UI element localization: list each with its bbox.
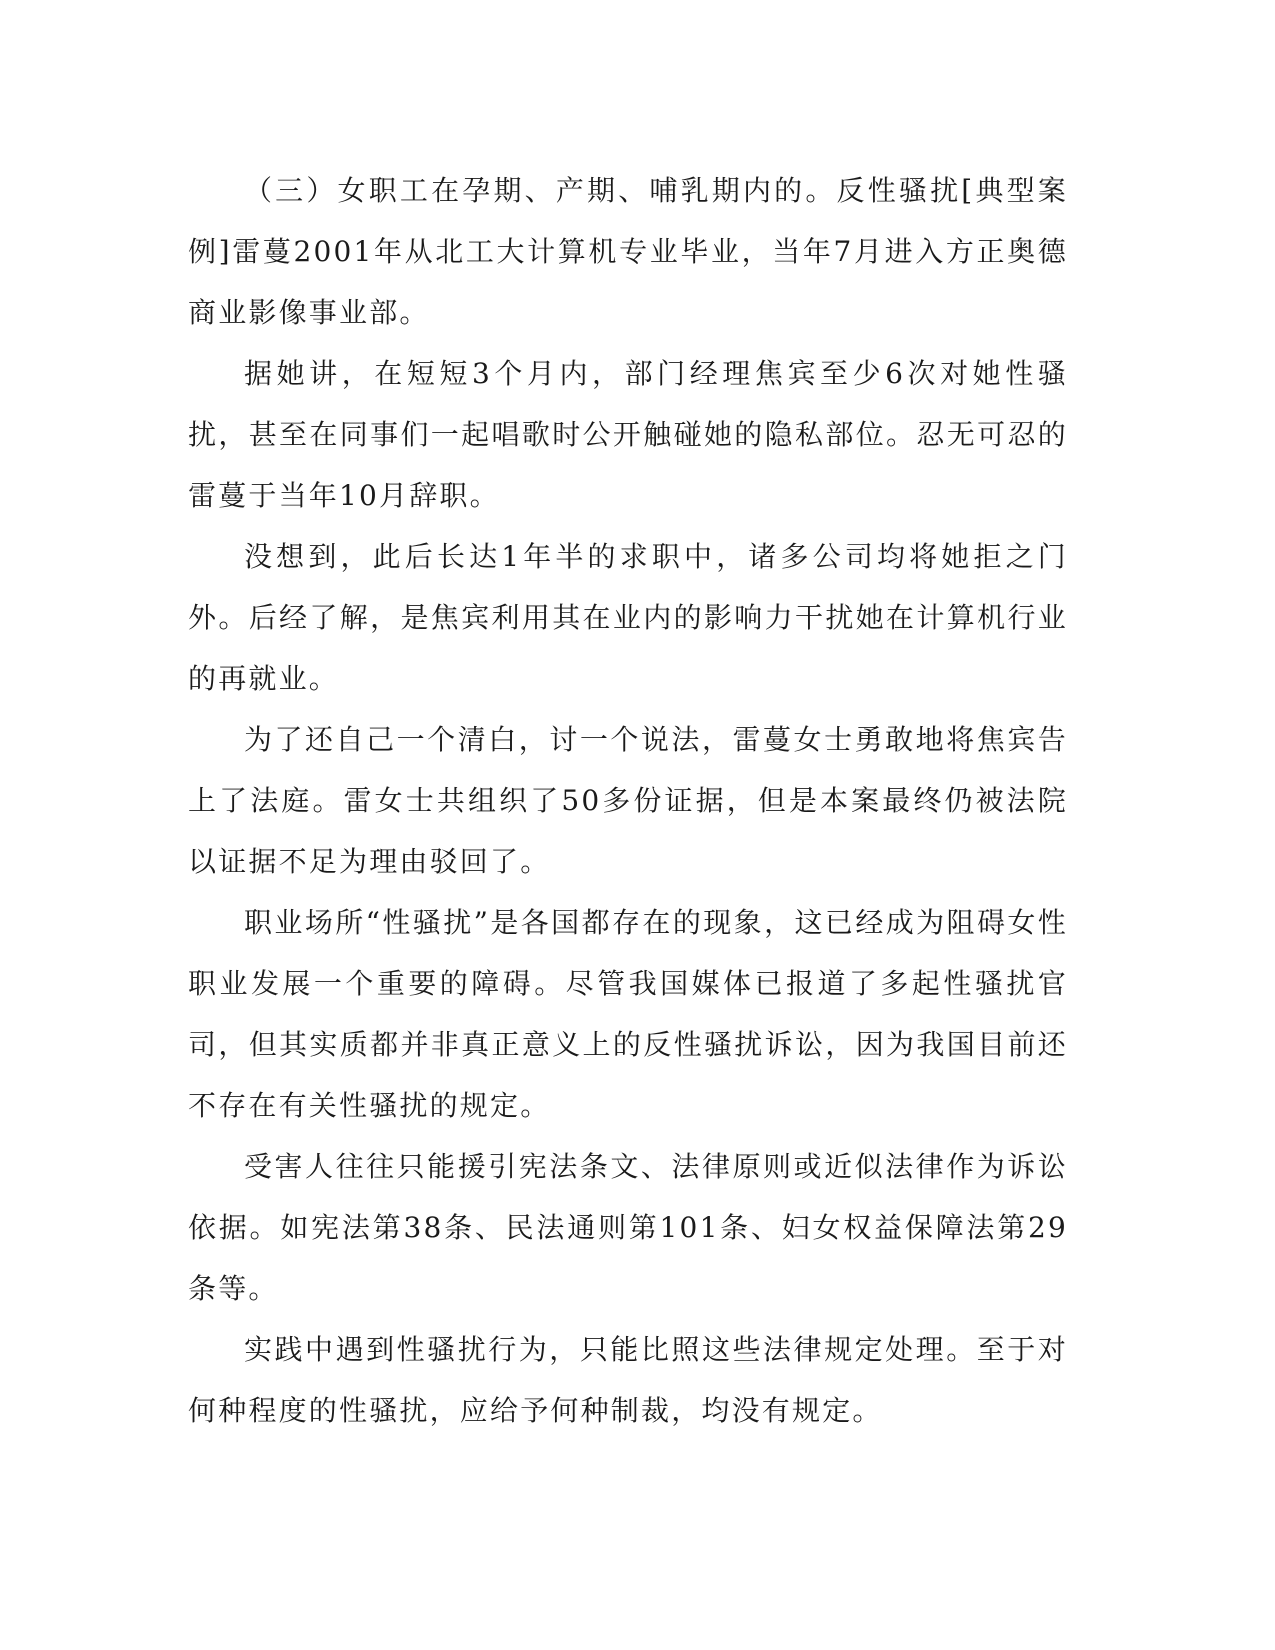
paragraph-6: 受害人往往只能援引宪法条文、法律原则或近似法律作为诉讼依据。如宪法第38条、民法通则第101条、妇女权益保障法第29条等。	[188, 1150, 1068, 1305]
paragraph-5: 职业场所“性骚扰”是各国都存在的现象，这已经成为阻碍女性职业发展一个重要的障碍。尽管我国媒体已报道了多起性骚扰官司，但其实质都并非真正意义上的反性骚扰诉讼，因为我国目前还不存在有关性骚扰的规定。	[188, 906, 1068, 1122]
paragraph-4: 为了还自己一个清白，讨一个说法，雷蔓女士勇敢地将焦宾告上了法庭。雷女士共组织了50多份证据，但是本案最终仍被法院以证据不足为理由驳回了。	[188, 723, 1068, 878]
paragraph-1: （三）女职工在孕期、产期、哺乳期内的。反性骚扰[典型案例]雷蔓2001年从北工大计算机专业毕业，当年7月进入方正奥德商业影像事业部。	[188, 174, 1068, 329]
document-body	[188, 160, 1068, 1441]
paragraph-3: 没想到，此后长达1年半的求职中，诸多公司均将她拒之门外。后经了解，是焦宾利用其在业内的影响力干扰她在计算机行业的再就业。	[188, 540, 1068, 695]
paragraph-7: 实践中遇到性骚扰行为，只能比照这些法律规定处理。至于对何种程度的性骚扰，应给予何种制裁，均没有规定。	[188, 1333, 1068, 1427]
paragraph-2: 据她讲，在短短3个月内，部门经理焦宾至少6次对她性骚扰，甚至在同事们一起唱歌时公开触碰她的隐私部位。忍无可忍的雷蔓于当年10月辞职。	[188, 357, 1068, 512]
